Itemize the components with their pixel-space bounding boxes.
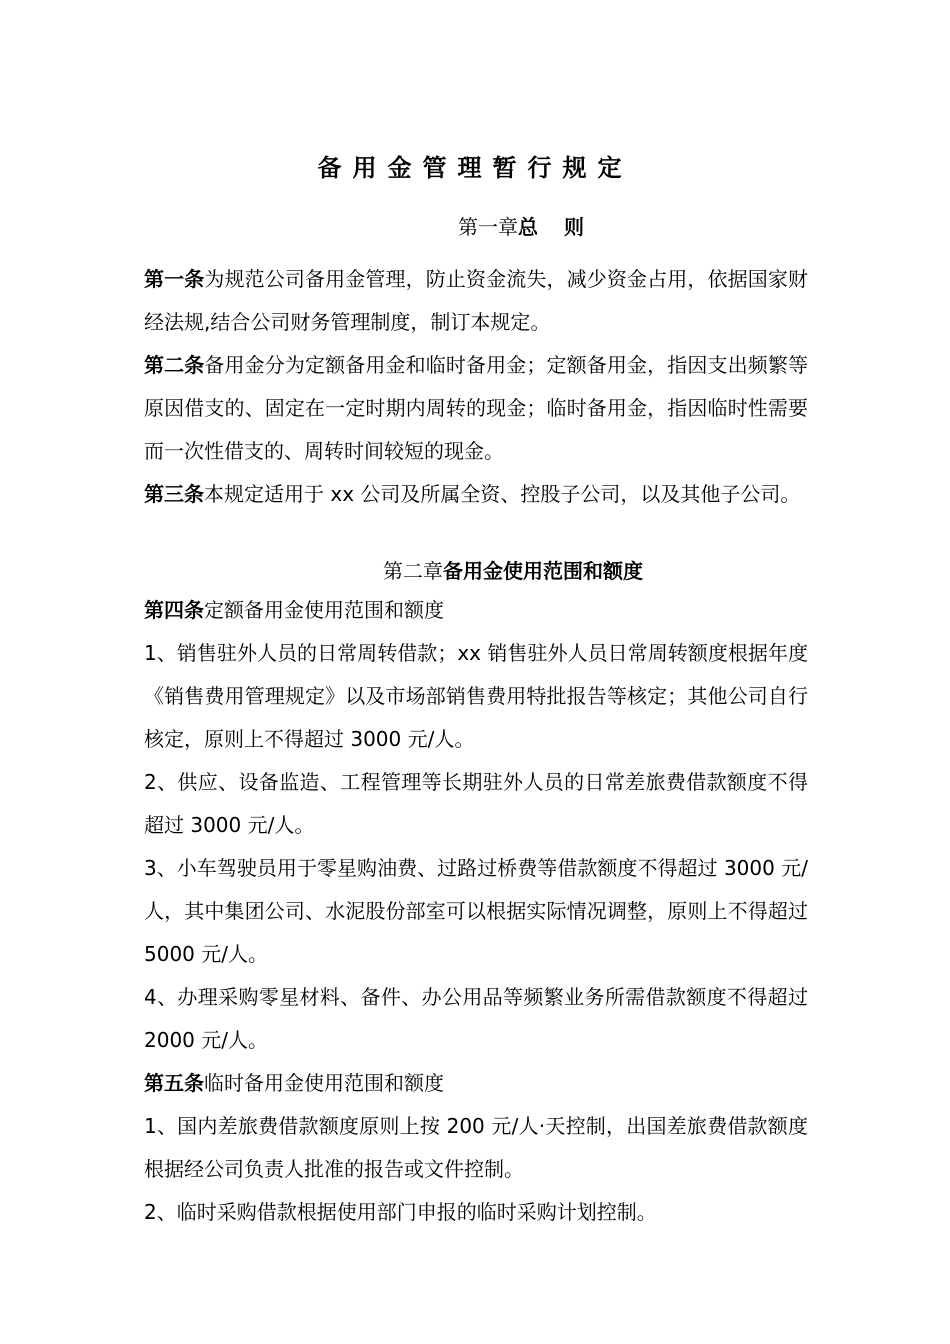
- article-label: 第五条: [144, 1071, 204, 1095]
- article-5-item-2: 2、临时采购借款根据使用部门申报的临时采购计划控制。: [144, 1200, 657, 1224]
- chapter-2-body: [144, 589, 808, 1234]
- article-label: 第四条: [144, 598, 204, 622]
- article-label: 第三条: [144, 482, 204, 506]
- article-4-item-1: 1、销售驻外人员的日常周转借款；xx 销售驻外人员日常周转额度根据年度《销售费用管理规定》以及市场部销售费用特批报告等核定；其他公司自行核定，原则上不得超过 3000 元/人。: [144, 641, 808, 751]
- article-4-item-2: 2、供应、设备监造、工程管理等长期驻外人员的日常差旅费借款额度不得超过 3000 元/人。: [144, 770, 808, 837]
- article-label: 第二条: [144, 353, 205, 377]
- article-text: 为规范公司备用金管理，防止资金流失，减少资金占用，依据国家财经法规,结合公司财务管理制度，制订本规定。: [144, 267, 808, 334]
- article-4-item-4: 4、办理采购零星材料、备件、办公用品等频繁业务所需借款额度不得超过 2000 元/人。: [144, 985, 808, 1052]
- chapter-2-number: 第二章: [383, 559, 443, 583]
- chapter-2-heading: [383, 556, 643, 586]
- article-text: 临时备用金使用范围和额度: [204, 1071, 444, 1095]
- chapter-1-body: [144, 258, 808, 516]
- article-5: [144, 1062, 808, 1105]
- article-4: [144, 589, 808, 632]
- article-5-item-1: 1、国内差旅费借款额度原则上按 200 元/人·天控制，出国差旅费借款额度根据经公司负责人批准的报告或文件控制。: [144, 1114, 808, 1181]
- chapter-1-number: 第一章: [458, 215, 518, 239]
- article-1: [144, 258, 808, 344]
- document-title: 备用金管理暂行规定: [317, 154, 633, 182]
- chapter-1-heading: [458, 212, 584, 242]
- article-text: 定额备用金使用范围和额度: [204, 598, 444, 622]
- chapter-1-name-part1: 总: [518, 215, 538, 239]
- article-label: 第一条: [144, 267, 205, 291]
- article-2: [144, 344, 808, 473]
- article-text: 备用金分为定额备用金和临时备用金；定额备用金，指因支出频繁等原因借支的、固定在一定时期内周转的现金；临时备用金，指因临时性需要而一次性借支的、周转时间较短的现金。: [144, 353, 808, 463]
- chapter-1-name-part2: 则: [564, 215, 584, 239]
- article-text: 本规定适用于 xx 公司及所属全资、控股子公司，以及其他子公司。: [204, 482, 801, 506]
- chapter-2-name: 备用金使用范围和额度: [443, 559, 643, 583]
- article-3: [144, 473, 808, 516]
- article-4-item-3: 3、小车驾驶员用于零星购油费、过路过桥费等借款额度不得超过 3000 元/人，其中集团公司、水泥股份部室可以根据实际情况调整，原则上不得超过 5000 元/人。: [144, 856, 808, 966]
